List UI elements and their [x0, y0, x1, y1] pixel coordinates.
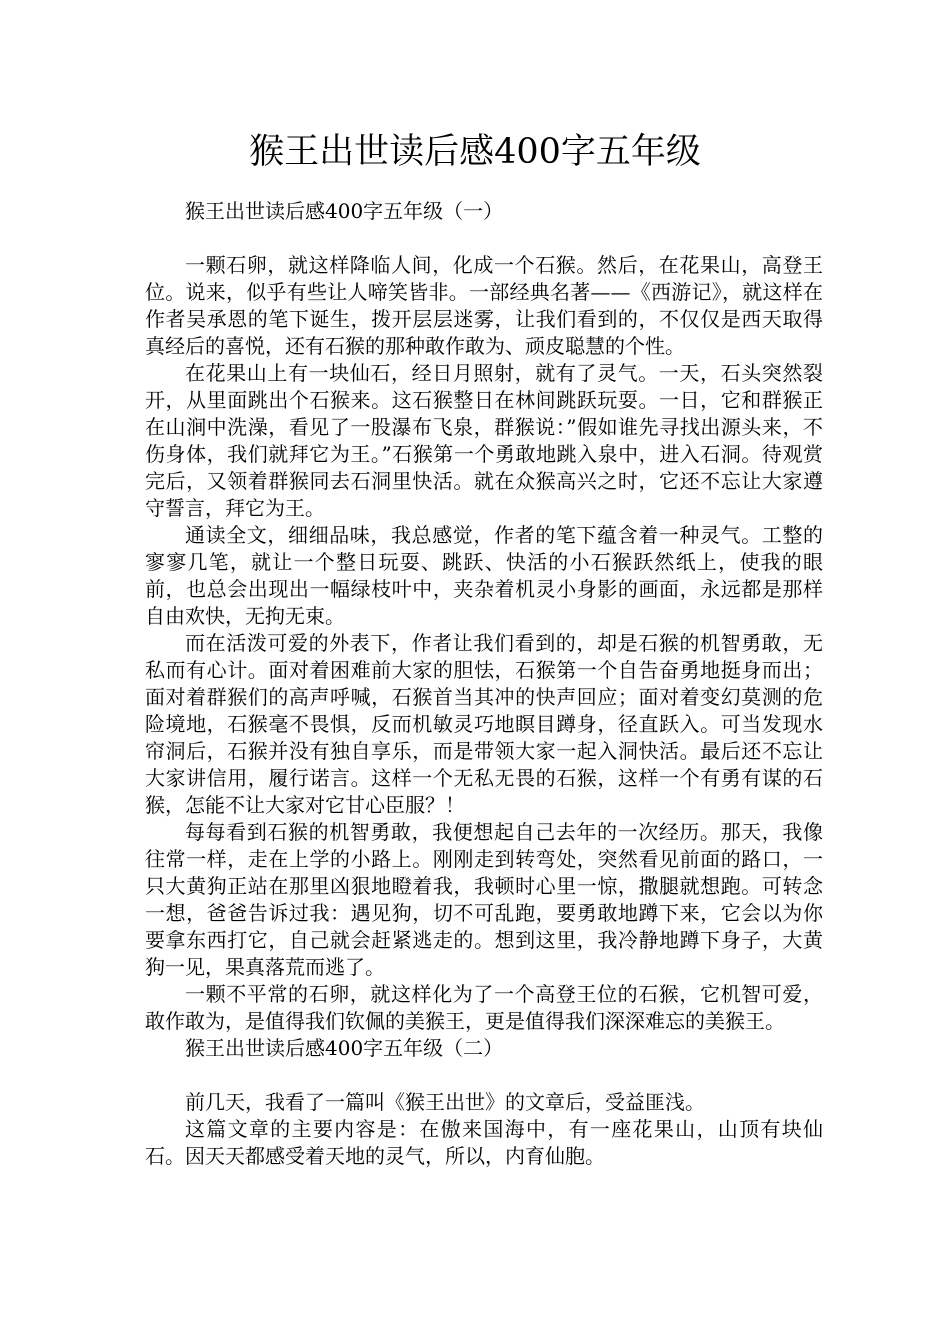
paragraph: 一颗不平常的石卵，就这样化为了一个高登王位的石猴，它机智可爱，敢作敢为，是值得我们钦佩的美猴王，更是值得我们深深难忘的美猴王。	[145, 982, 823, 1033]
section-2-heading: 猴王出世读后感400字五年级（二）	[185, 1036, 504, 1060]
section-1-heading: 猴王出世读后感400字五年级（一）	[185, 199, 504, 223]
paragraph: 而在活泼可爱的外表下，作者让我们看到的，却是石猴的机智勇敢，无私而有心计。面对着困难前大家的胆怯，石猴第一个自告奋勇地挺身而出；面对着群猴们的高声呼喊，石猴首当其冲的快声回应；面对着变幻莫测的危险境地，石猴毫不畏惧，反而机敏灵巧地瞑目蹲身，径直跃入。可当发现水帘洞后，石猴并没有独自享乐，而是带领大家一起入洞快活。最后还不忘让大家讲信用，履行诺言。这样一个无私无畏的石猴，这样一个有勇有谋的石猴，怎能不让大家对它甘心臣服？！	[145, 631, 823, 817]
paragraph: 前几天，我看了一篇叫《猴王出世》的文章后，受益匪浅。	[185, 1090, 705, 1114]
paragraph: 在花果山上有一块仙石，经日月照射，就有了灵气。一天，石头突然裂开，从里面跳出个石猴来。这石猴整日在林间跳跃玩耍。一日，它和群猴正在山涧中洗澡，看见了一股瀑布飞泉，群猴说：”假如谁先寻找出源头来，不伤身体，我们就拜它为王。”石猴第一个勇敢地跳入泉中，进入石洞。待观赏完后，又领着群猴同去石洞里快活。就在众猴高兴之时，它还不忘让大家遵守誓言，拜它为王。	[145, 361, 823, 520]
document-body	[145, 198, 823, 1170]
paragraph: 通读全文，细细品味，我总感觉，作者的笔下蕴含着一种灵气。工整的寥寥几笔，就让一个整日玩耍、跳跃、快活的小石猴跃然纸上，使我的眼前，也总会出现出一幅绿枝叶中，夹杂着机灵小身影的画面，永远都是那样自由欢快，无拘无束。	[145, 523, 823, 628]
paragraph: 每每看到石猴的机智勇敢，我便想起自己去年的一次经历。那天，我像往常一样，走在上学的小路上。刚刚走到转弯处，突然看见前面的路口，一只大黄狗正站在那里凶狠地瞪着我，我顿时心里一惊，撒腿就想跑。可转念一想，爸爸告诉过我：遇见狗，切不可乱跑，要勇敢地蹲下来，它会以为你要拿东西打它，自己就会赶紧逃走的。想到这里，我冷静地蹲下身子，大黄狗一见，果真落荒而逃了。	[145, 820, 823, 979]
spacer	[145, 225, 823, 252]
document-title: 猴王出世读后感400字五年级	[249, 132, 701, 172]
spacer	[145, 1062, 823, 1089]
paragraph: 这篇文章的主要内容是：在傲来国海中，有一座花果山，山顶有块仙石。因天天都感受着天地的灵气，所以，内育仙胞。	[145, 1117, 823, 1168]
paragraph: 一颗石卵，就这样降临人间，化成一个石猴。然后，在花果山，高登王位。说来，似乎有些让人啼笑皆非。一部经典名著——《西游记》，就这样在作者吴承恩的笔下诞生，拨开层层迷雾，让我们看到的，不仅仅是西天取得真经后的喜悦，还有石猴的那种敢作敢为、顽皮聪慧的个性。	[145, 253, 823, 358]
